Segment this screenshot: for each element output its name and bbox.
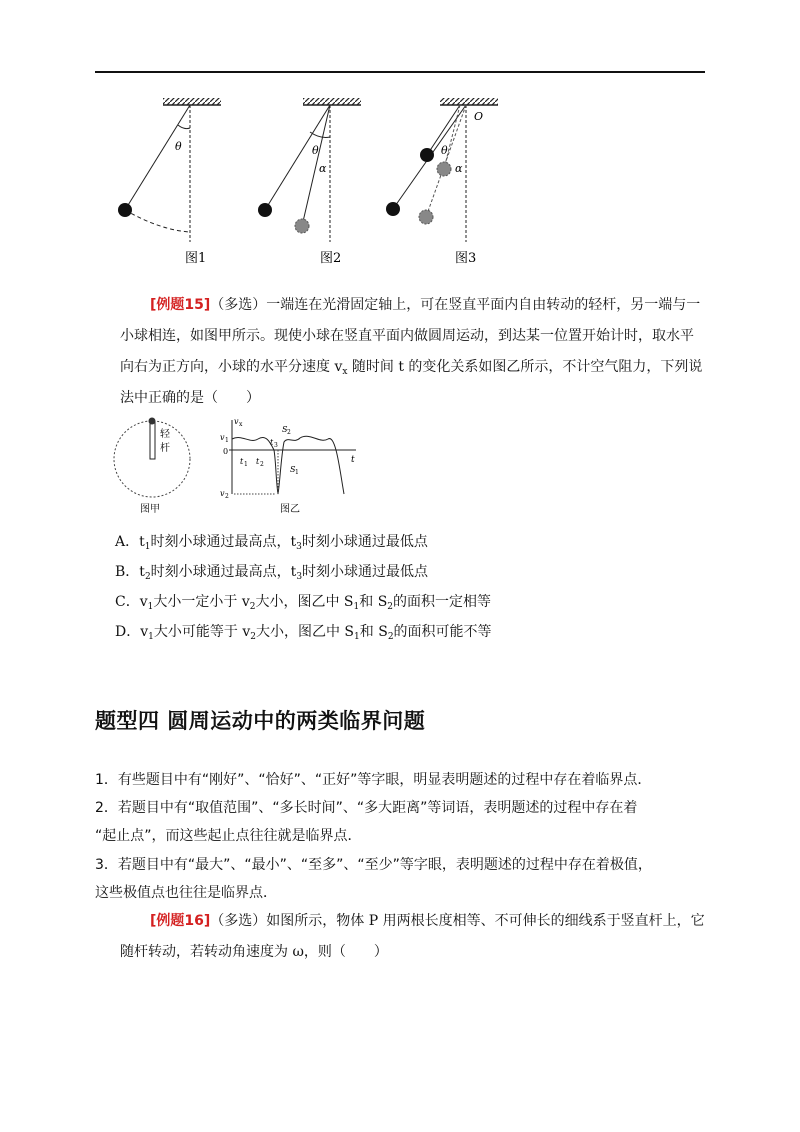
caption-fig1: 图1: [185, 251, 207, 266]
svg-text:t: t: [351, 455, 355, 465]
example16-line2: 随杆转动，若转动角速度为 ω，则（ ）: [120, 944, 388, 960]
svg-text:2: 2: [225, 493, 229, 500]
theta-label: θ: [175, 140, 182, 153]
point-3: 3．若题目中有“最大”、“最小”、“至多”、“至少”等字眼，表明题述的过程中存在着极值，: [95, 857, 652, 873]
svg-text:t: t: [270, 438, 274, 447]
svg-text:x: x: [239, 421, 243, 428]
point-2: 2．若题目中有“取值范围”、“多长时间”、“多大距离”等词语，表明题述的过程中存在着: [95, 800, 638, 816]
header-rule: [95, 71, 705, 73]
section-title: 题型四 圆周运动中的两类临界问题: [95, 709, 426, 733]
ball-icon: [118, 203, 132, 217]
svg-text:S: S: [282, 425, 288, 434]
caption-yi: 图乙: [280, 504, 300, 515]
svg-text:3: 3: [274, 442, 278, 449]
svg-text:t: t: [256, 457, 260, 466]
caption-fig3: 图3: [455, 251, 477, 266]
svg-text:2: 2: [287, 429, 291, 436]
svg-text:v: v: [220, 433, 225, 442]
point-3-cont: 这些极值点也往往是临界点．: [95, 885, 277, 901]
svg-text:0: 0: [223, 447, 229, 456]
theta-label-2: θ: [312, 144, 319, 157]
figure-yi: [220, 417, 356, 515]
svg-text:2: 2: [260, 461, 264, 468]
alpha-label: α: [319, 162, 327, 175]
example15-text: [例题15]（多选）一端连在光滑固定轴上，可在竖直平面内自由转动的轻杆，另一端与一小球相连，如图甲所示。现使小球在竖直平面内做圆周运动，到达某一位置开始计时，取水平向右为正方向，小球的水平分速度 $v_x$ 随时间 t 的变化关系如图乙所示，不计空气阻力，下列说法中正确的是（ ）: [120, 297, 703, 406]
svg-text:t: t: [240, 457, 244, 466]
svg-text:S: S: [290, 465, 296, 474]
option-d: D．$v_1$大小可能等于 $v_2$大小，图乙中 $S_1$和 $S_2$的面积可能不等: [115, 624, 492, 642]
theta-label-3: θ: [441, 144, 448, 157]
circle-and-graph-figure: [110, 412, 370, 522]
svg-text:v: v: [220, 489, 225, 498]
figure-jia: [114, 418, 190, 516]
example15-tag: [例题15]: [150, 297, 211, 313]
pendulum-figures: [110, 92, 510, 272]
option-b: B．$t_2$时刻小球通过最高点，$t_3$时刻小球通过最低点: [115, 564, 429, 582]
example16-line1: [例题16]（多选）如图所示，物体 P 用两根长度相等、不可伸长的细线系于竖直杆上，它: [150, 913, 705, 929]
svg-text:1: 1: [244, 461, 248, 468]
svg-text:1: 1: [295, 469, 299, 476]
svg-text:1: 1: [225, 437, 229, 444]
example16-tag: [例题16]: [150, 913, 211, 929]
caption-fig2: 图2: [320, 251, 342, 266]
caption-jia: 图甲: [140, 504, 160, 515]
option-a: A．$t_1$时刻小球通过最高点，$t_3$时刻小球通过最低点: [115, 534, 428, 552]
pivot-label: O: [474, 110, 484, 123]
figure-3: [386, 98, 498, 266]
option-c: C．$v_1$大小一定小于 $v_2$大小，图乙中 $S_1$和 $S_2$的面积一定相等: [115, 594, 492, 612]
svg-text:杆: 杆: [160, 443, 170, 454]
alpha-label-3: α: [455, 162, 463, 175]
point-1: 1．有些题目中有“刚好”、“恰好”、“正好”等字眼，明显表明题述的过程中存在着临界点．: [95, 772, 652, 788]
svg-text:v: v: [234, 417, 239, 426]
point-2-cont: “起止点”，而这些起止点往往就是临界点．: [95, 828, 362, 844]
figure-2: [258, 98, 361, 266]
figure-1: [118, 98, 221, 266]
svg-text:轻: 轻: [160, 429, 170, 440]
